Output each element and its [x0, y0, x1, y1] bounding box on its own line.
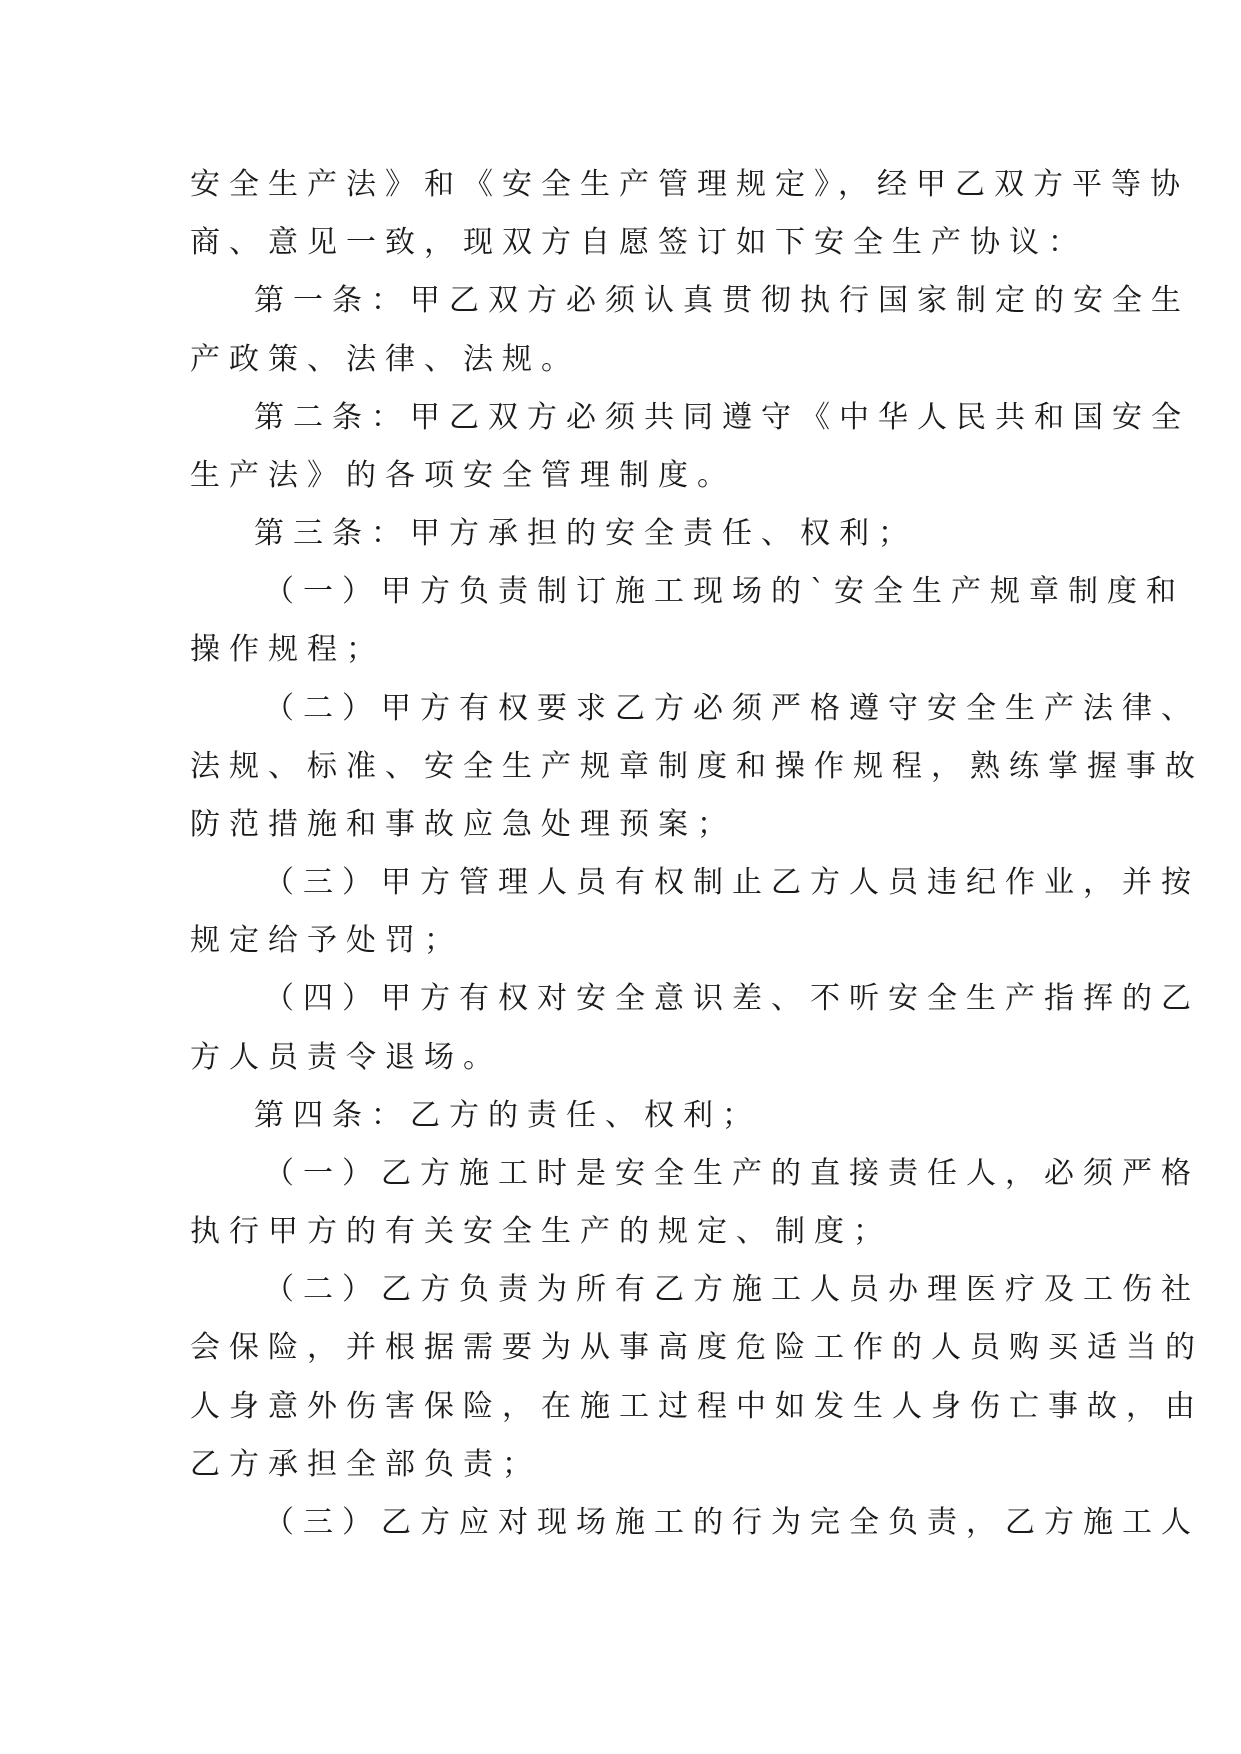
text-line: 乙方承担全部负责；: [190, 1447, 541, 1482]
text-line: 执行甲方的有关安全生产的规定、制度；: [190, 1214, 892, 1249]
text-line: （二）甲方有权要求乙方必须严格遵守安全生产法律、: [264, 691, 1200, 726]
text-line: （二）乙方负责为所有乙方施工人员办理医疗及工伤社: [264, 1272, 1200, 1307]
text-line: （三）甲方管理人员有权制止乙方人员违纪作业，并按: [264, 865, 1200, 900]
text-line: 规定给予处罚；: [190, 923, 463, 958]
text-line: 产政策、法律、法规。: [190, 342, 580, 377]
text-line: 商、意见一致，现双方自愿签订如下安全生产协议：: [190, 225, 1087, 260]
text-line: 人身意外伤害保险，在施工过程中如发生人身伤亡事故，由: [190, 1389, 1204, 1424]
text-line: 第一条：甲乙双方必须认真贯彻执行国家制定的安全生: [254, 283, 1190, 318]
text-line: 法规、标准、安全生产规章制度和操作规程，熟练掌握事故: [190, 749, 1204, 784]
text-line: 第四条：乙方的责任、权利；: [254, 1098, 761, 1133]
text-line: （一）甲方负责制订施工现场的`安全生产规章制度和: [264, 574, 1185, 609]
text-line: （一）乙方施工时是安全生产的直接责任人，必须严格: [264, 1156, 1200, 1191]
text-line: 生产法》的各项安全管理制度。: [190, 458, 736, 493]
text-line: 第三条：甲方承担的安全责任、权利；: [254, 516, 917, 551]
text-line: 防范措施和事故应急处理预案；: [190, 807, 736, 842]
text-line: 操作规程；: [190, 632, 385, 667]
text-line: （四）甲方有权对安全意识差、不听安全生产指挥的乙: [264, 981, 1200, 1016]
text-line: 安全生产法》和《安全生产管理规定》，经甲乙双方平等协: [190, 167, 1189, 202]
text-line: 会保险，并根据需要为从事高度危险工作的人员购买适当的: [190, 1330, 1204, 1365]
text-line: 第二条：甲乙双方必须共同遵守《中华人民共和国安全: [254, 400, 1190, 435]
text-line: 方人员责令退场。: [190, 1040, 502, 1075]
text-line: （三）乙方应对现场施工的行为完全负责，乙方施工人: [264, 1505, 1200, 1540]
